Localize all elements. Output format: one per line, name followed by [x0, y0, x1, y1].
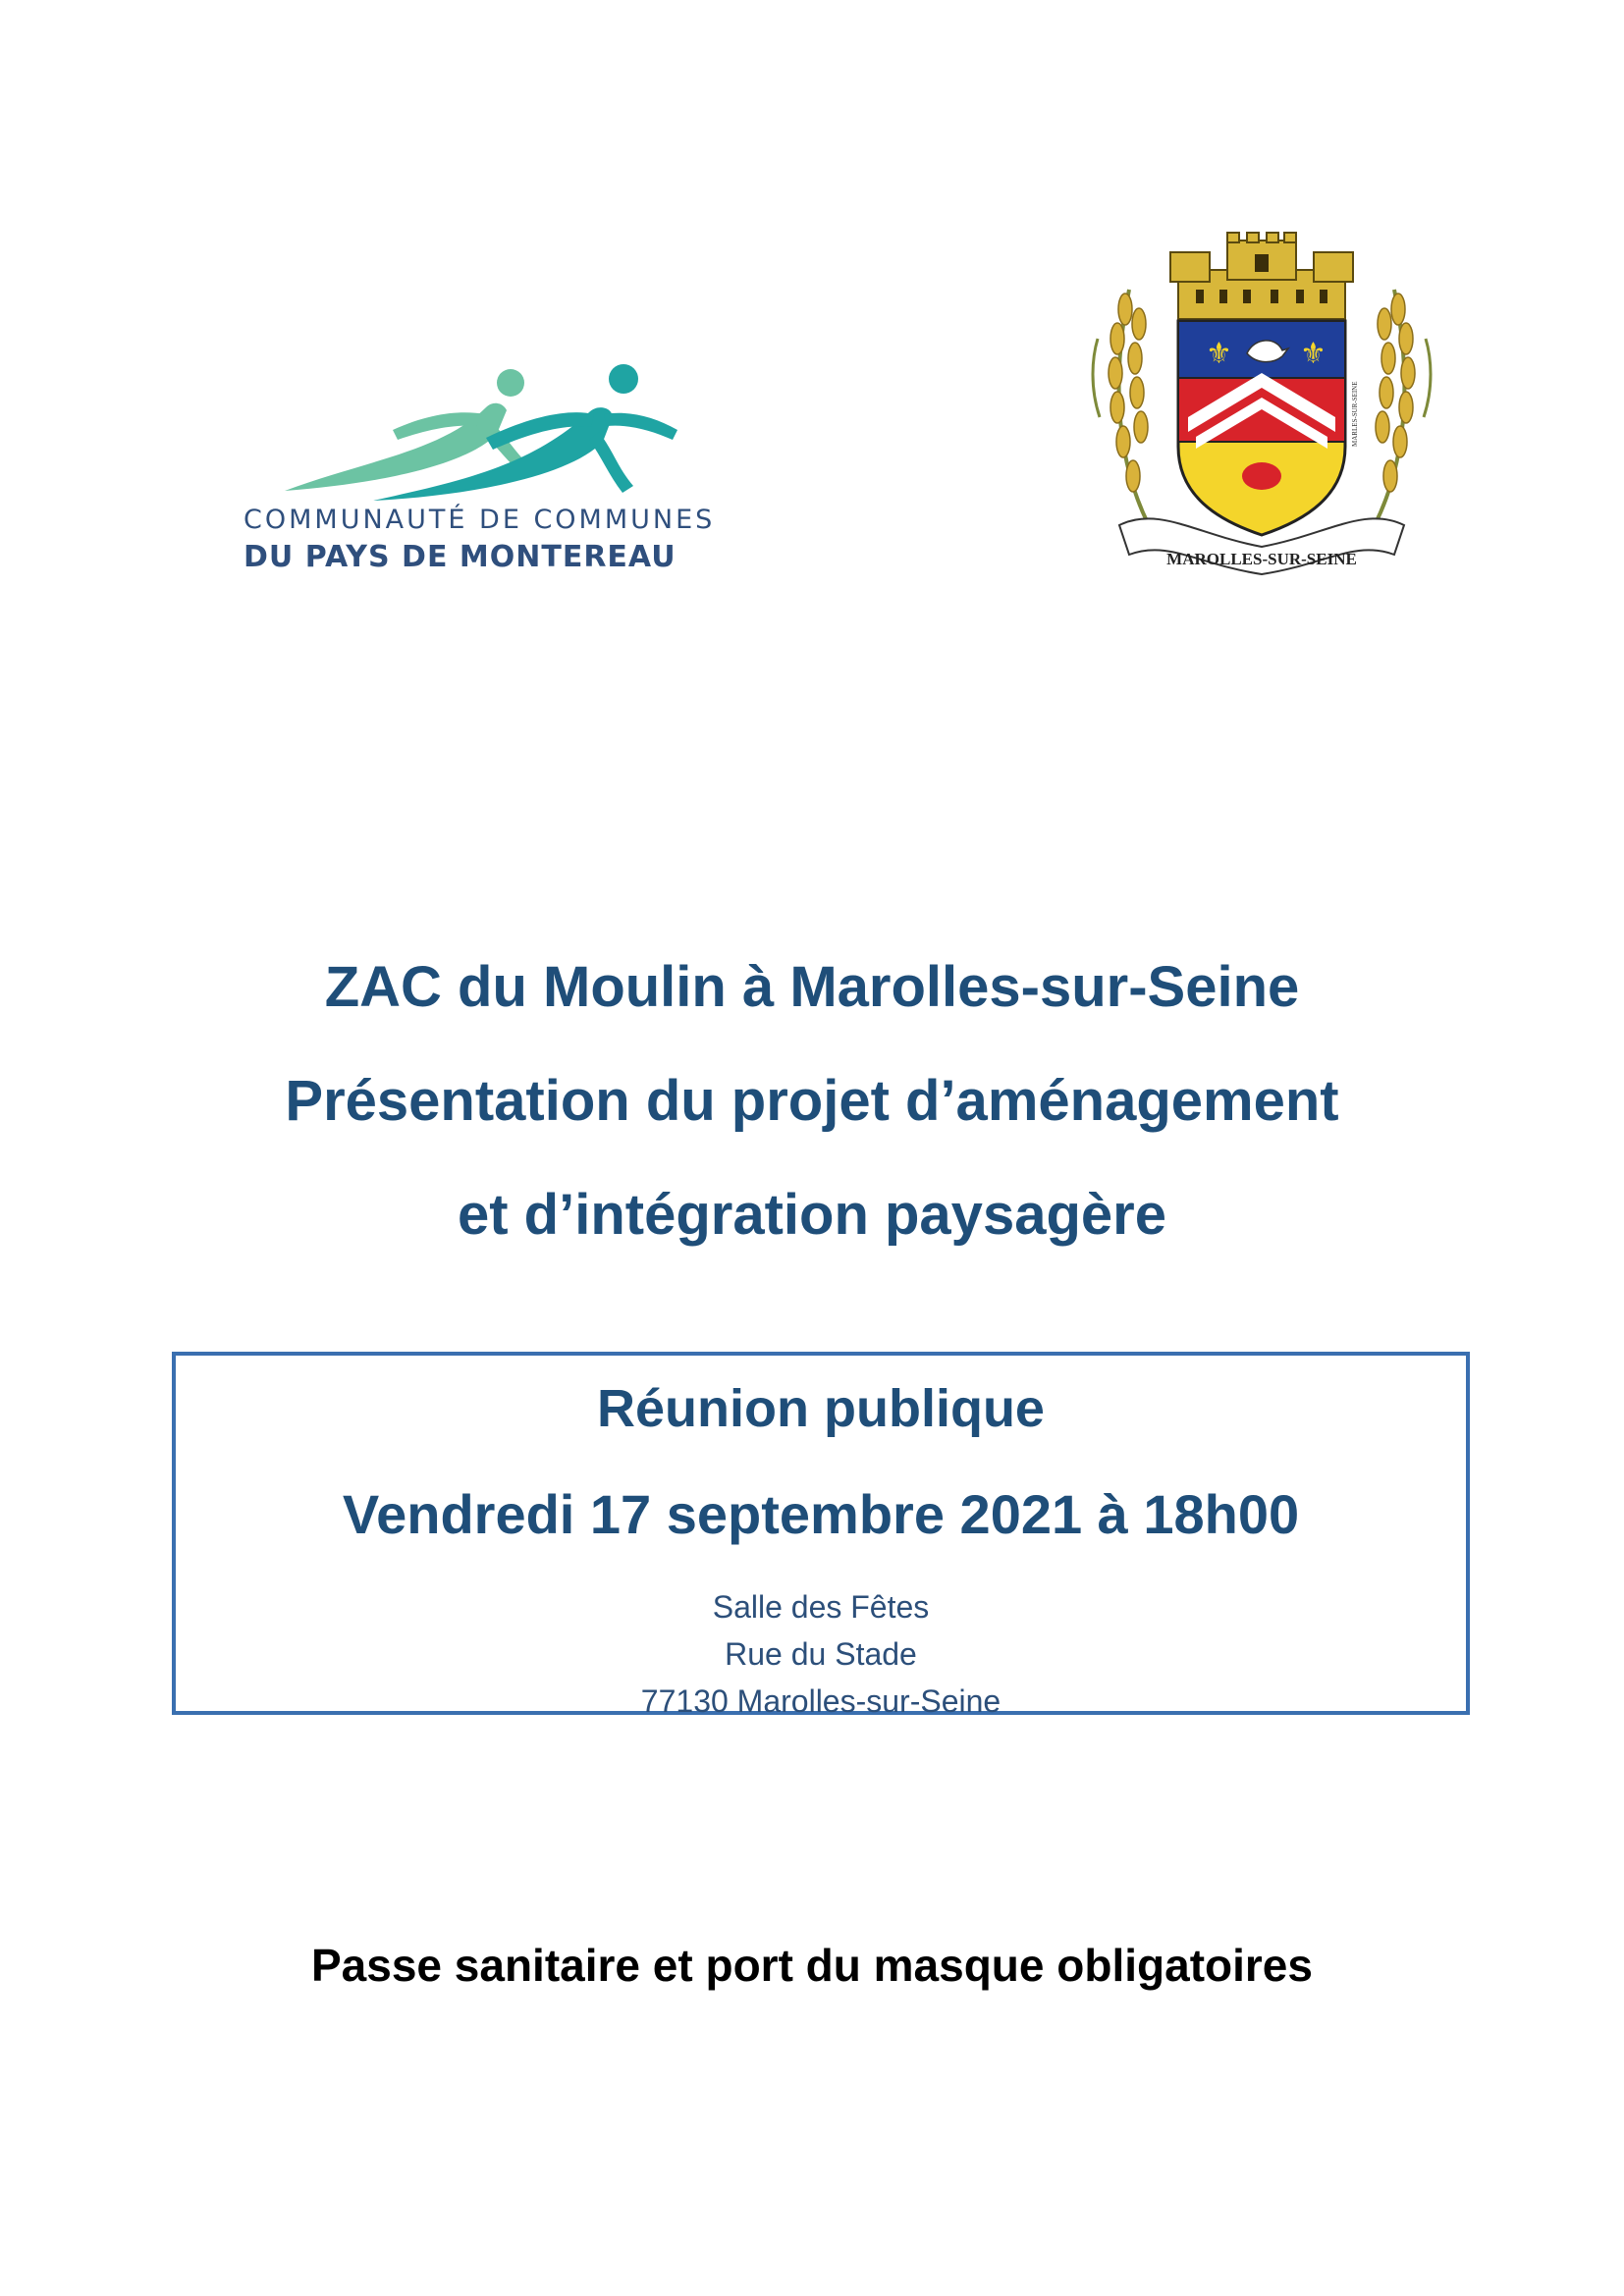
- address-city: 77130 Marolles-sur-Seine: [640, 1683, 1001, 1719]
- svg-text:⚜: ⚜: [1300, 337, 1326, 371]
- running-figures-icon: [275, 353, 687, 501]
- title-line-3: et d’intégration paysagère: [458, 1183, 1166, 1247]
- document-title: [0, 931, 1624, 1272]
- title-line-2: Présentation du projet d’aménagement: [285, 1069, 1339, 1133]
- address-street: Rue du Stade: [725, 1636, 917, 1672]
- marolles-coat-of-arms: [1080, 231, 1443, 584]
- coat-of-arms-icon: [1080, 231, 1443, 584]
- svg-text:⚜: ⚜: [1206, 337, 1232, 371]
- title-line-1: ZAC du Moulin à Marolles-sur-Seine: [324, 955, 1300, 1019]
- crest-banner-text: MAROLLES-SUR-SEINE: [1166, 550, 1357, 568]
- ccpm-logo: [236, 353, 716, 589]
- event-info-box: [172, 1352, 1470, 1719]
- ccpm-logo-line1: COMMUNAUTÉ DE COMMUNES: [244, 505, 716, 535]
- crest-side-text: MARLES-SUR-SEINE: [1351, 381, 1359, 447]
- event-heading: Réunion publique: [597, 1379, 1045, 1438]
- event-date: Vendredi 17 septembre 2021 à 18h00: [342, 1483, 1300, 1545]
- health-notice: Passe sanitaire et port du masque obligatoires: [311, 1940, 1313, 1991]
- address-venue: Salle des Fêtes: [712, 1589, 930, 1625]
- ccpm-logo-line2: DU PAYS DE MONTEREAU: [244, 540, 677, 574]
